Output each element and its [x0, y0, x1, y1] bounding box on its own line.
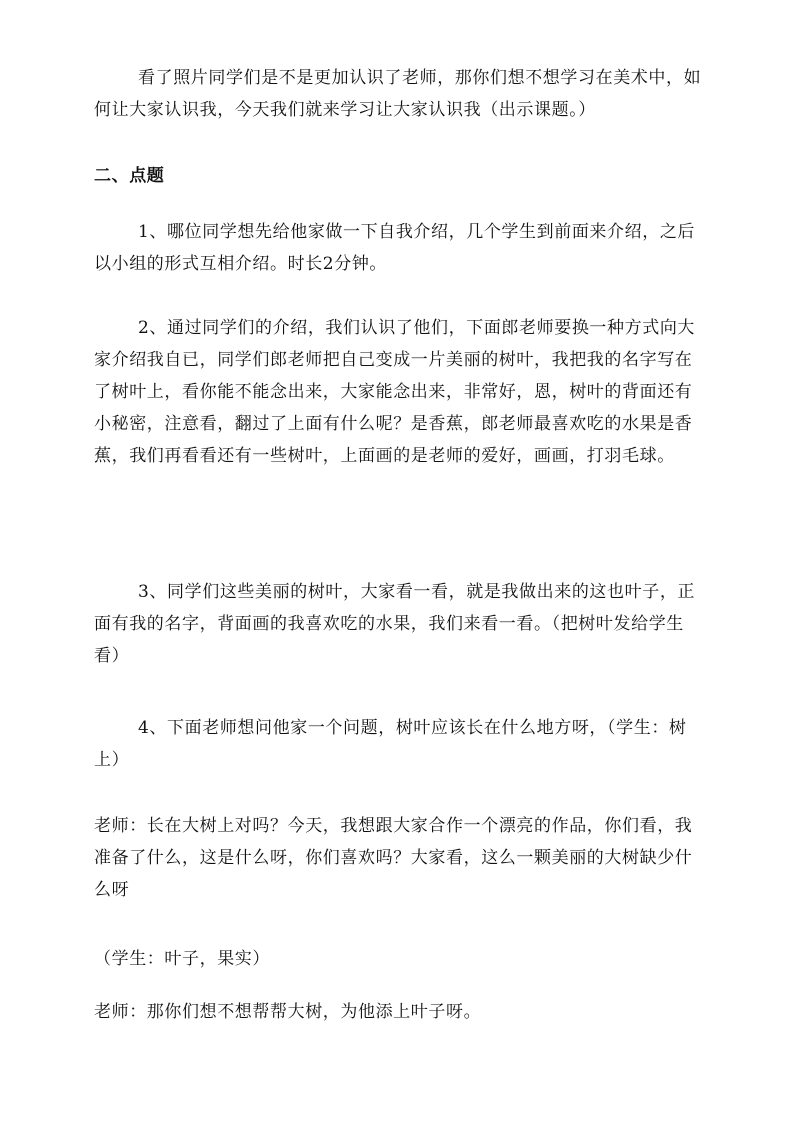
teacher-dialogue-1: 老师：长在大树上对吗？今天，我想跟大家合作一个漂亮的作品，你们看，我准备了什么，这是什么呀，你们喜欢吗？大家看，这么一颗美丽的大树缺少什么呀: [94, 816, 693, 900]
list-item-1: 1、哪位同学想先给他家做一下自我介绍，几个学生到前面来介绍，之后以小组的形式互相介绍。时长2分钟。: [94, 222, 696, 274]
list-item-4: 4、下面老师想问他家一个问题，树叶应该长在什么地方呀，（学生：树上）: [94, 718, 687, 770]
intro-paragraph: 看了照片同学们是不是更加认识了老师，那你们想不想学习在美术中，如何让大家认识我，今天我们就来学习让大家认识我（出示课题。）: [94, 68, 702, 120]
student-response: （学生：叶子，果实）: [94, 949, 270, 969]
teacher-dialogue-2: 老师：那你们想不想帮帮大树，为他添上叶子呀。: [94, 1002, 482, 1022]
section-heading: 二、点题: [94, 166, 165, 186]
list-item-2: 2、通过同学们的介绍，我们认识了他们，下面郎老师要换一种方式向大家介绍我自已，同学们郎老师把自己变成一片美丽的树叶，我把我的名字写在了树叶上，看你能不能念出来，大家能念出来，非常好，恩，树叶的背面还有小秘密，注意看，翻过了上面有什么呢？是香蕉，郎老师最喜欢吃的水果是香蕉，我们再看看还有一些树叶，上面画的是老师的爱好，画画，打羽毛球。: [94, 318, 696, 466]
list-item-3: 3、同学们这些美丽的树叶，大家看一看，就是我做出来的这也叶子，正面有我的名字，背面画的我喜欢吃的水果，我们来看一看。（把树叶发给学生看）: [94, 582, 696, 666]
